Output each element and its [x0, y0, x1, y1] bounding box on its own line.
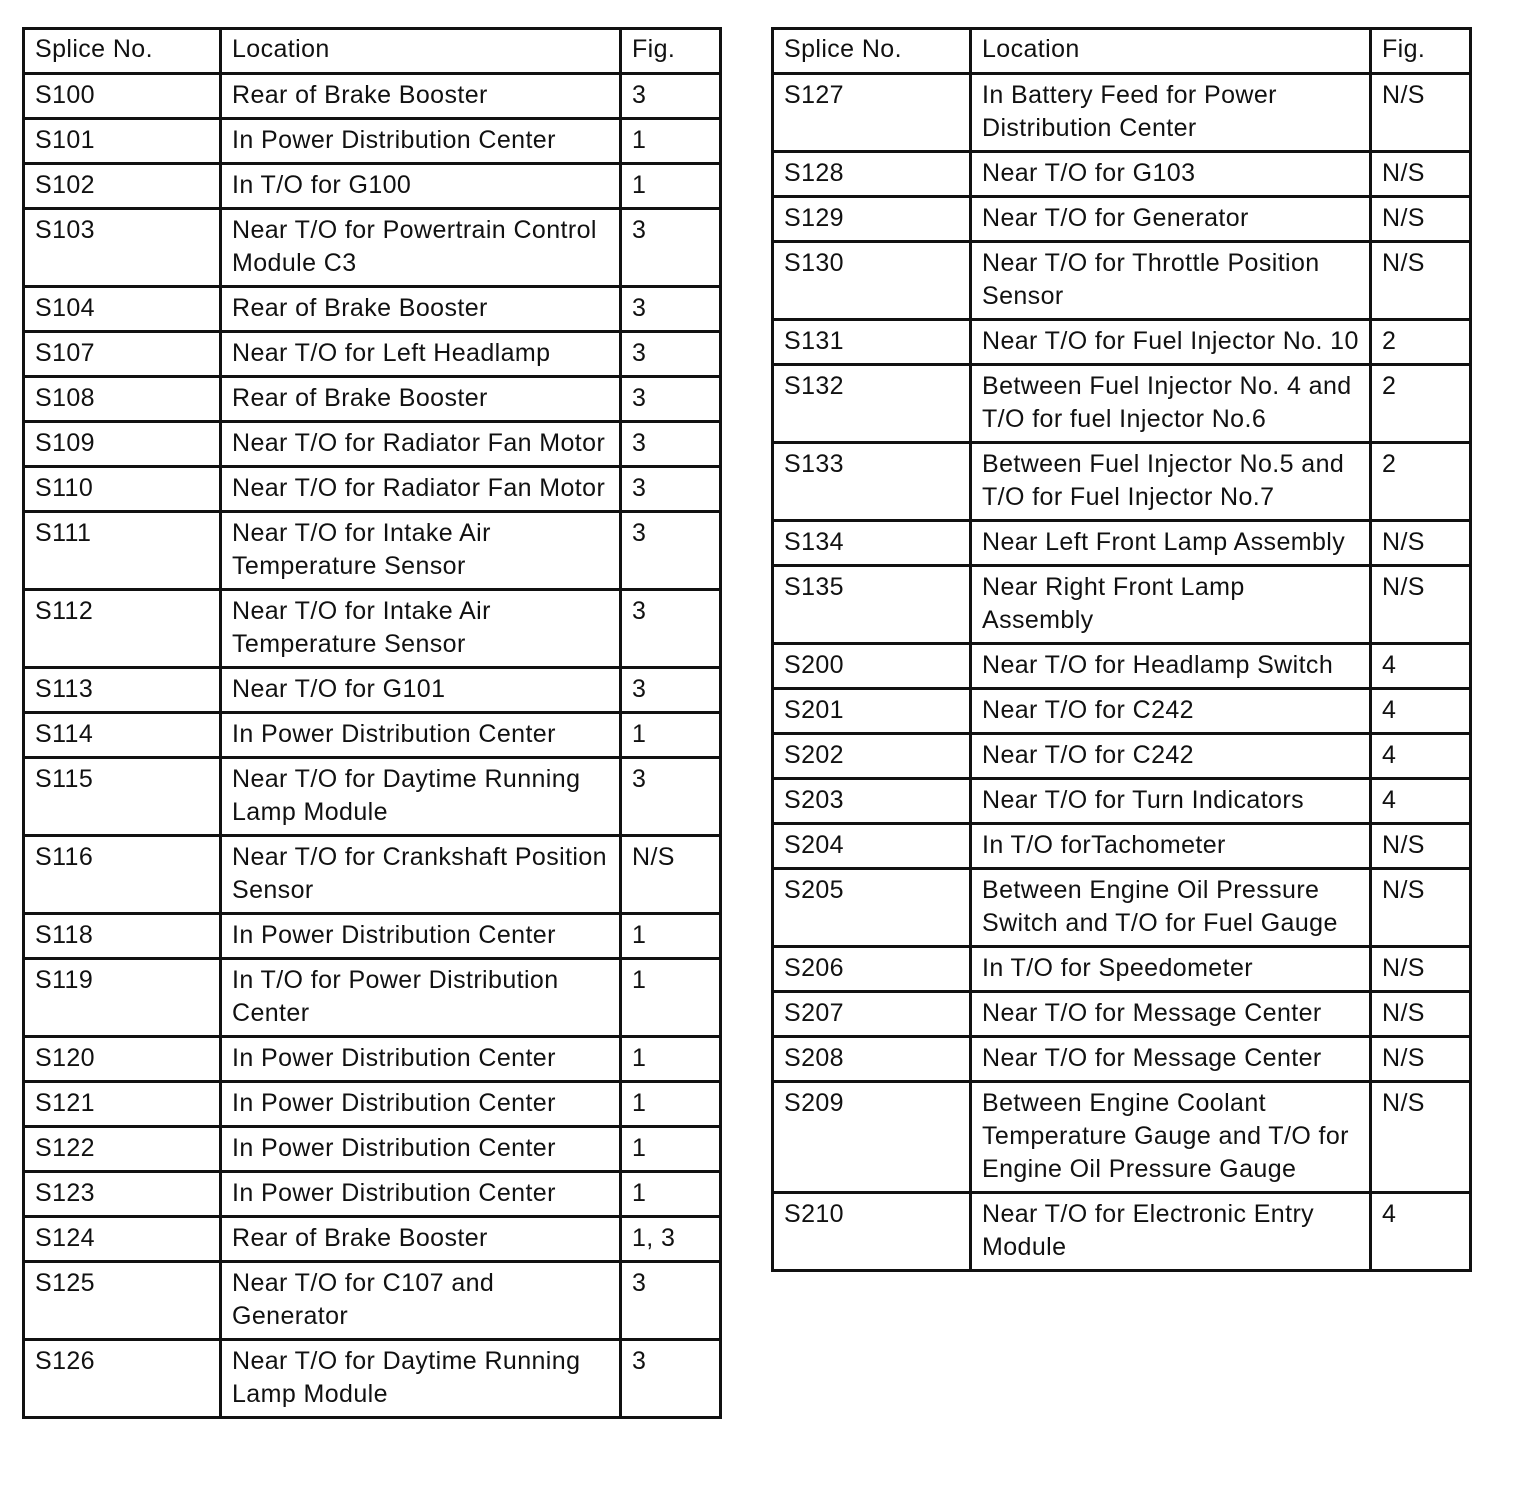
cell-fig: 3: [621, 74, 721, 119]
table-row: [773, 824, 1471, 869]
cell-fig: 3: [621, 590, 721, 668]
cell-splice-no: S112: [24, 590, 221, 668]
cell-fig: N/S: [1371, 521, 1471, 566]
table-row: [773, 521, 1471, 566]
cell-splice-no: S210: [773, 1193, 971, 1271]
cell-location: In Power Distribution Center: [221, 1037, 621, 1082]
table-row: [24, 467, 721, 512]
table-row: [773, 779, 1471, 824]
table-row: [24, 1037, 721, 1082]
table-row: [24, 332, 721, 377]
table-body-left: [24, 74, 721, 1418]
cell-location: Near T/O for C242: [971, 689, 1371, 734]
cell-fig: N/S: [1371, 197, 1471, 242]
cell-fig: 1: [621, 1082, 721, 1127]
table-row: [24, 668, 721, 713]
header-location: Location: [971, 29, 1371, 74]
cell-splice-no: S129: [773, 197, 971, 242]
table-row: [773, 197, 1471, 242]
header-fig: Fig.: [1371, 29, 1471, 74]
cell-fig: 3: [621, 1262, 721, 1340]
table-row: [24, 1217, 721, 1262]
cell-splice-no: S208: [773, 1037, 971, 1082]
cell-location: Between Fuel Injector No. 4 and T/O for fuel Injector No.6: [971, 365, 1371, 443]
cell-location: Between Engine Oil Pressure Switch and T/O for Fuel Gauge: [971, 869, 1371, 947]
header-location: Location: [221, 29, 621, 74]
cell-fig: N/S: [621, 836, 721, 914]
cell-fig: 1, 3: [621, 1217, 721, 1262]
cell-fig: 3: [621, 377, 721, 422]
cell-splice-no: S200: [773, 644, 971, 689]
table-row: [24, 287, 721, 332]
table-row: [773, 365, 1471, 443]
cell-location: In T/O for G100: [221, 164, 621, 209]
splice-table-left: [22, 27, 722, 1419]
table-row: [24, 1172, 721, 1217]
cell-fig: 4: [1371, 689, 1471, 734]
cell-splice-no: S131: [773, 320, 971, 365]
table-row: [24, 836, 721, 914]
table-row: [24, 164, 721, 209]
cell-location: In Power Distribution Center: [221, 1172, 621, 1217]
cell-location: In T/O for Power Distribution Center: [221, 959, 621, 1037]
cell-fig: N/S: [1371, 824, 1471, 869]
cell-location: Near Right Front Lamp Assembly: [971, 566, 1371, 644]
cell-splice-no: S133: [773, 443, 971, 521]
table-row: [773, 1082, 1471, 1193]
table-row: [24, 590, 721, 668]
cell-splice-no: S127: [773, 74, 971, 152]
cell-splice-no: S100: [24, 74, 221, 119]
table-row: [773, 566, 1471, 644]
header-fig: Fig.: [621, 29, 721, 74]
cell-location: Near T/O for Generator: [971, 197, 1371, 242]
cell-splice-no: S130: [773, 242, 971, 320]
cell-location: In Power Distribution Center: [221, 1127, 621, 1172]
cell-splice-no: S114: [24, 713, 221, 758]
cell-location: In Power Distribution Center: [221, 713, 621, 758]
cell-fig: 1: [621, 164, 721, 209]
table-row: [773, 644, 1471, 689]
splice-table-right: [771, 27, 1472, 1272]
table-row: [24, 1262, 721, 1340]
cell-fig: N/S: [1371, 869, 1471, 947]
cell-fig: N/S: [1371, 74, 1471, 152]
cell-location: In Power Distribution Center: [221, 1082, 621, 1127]
cell-location: Near T/O for Powertrain Control Module C3: [221, 209, 621, 287]
cell-splice-no: S205: [773, 869, 971, 947]
cell-splice-no: S104: [24, 287, 221, 332]
table-row: [773, 1193, 1471, 1271]
table-row: [773, 1037, 1471, 1082]
cell-fig: 3: [621, 1340, 721, 1418]
cell-fig: 3: [621, 332, 721, 377]
cell-splice-no: S206: [773, 947, 971, 992]
table-row: [24, 377, 721, 422]
cell-splice-no: S118: [24, 914, 221, 959]
cell-location: Rear of Brake Booster: [221, 377, 621, 422]
cell-location: Rear of Brake Booster: [221, 287, 621, 332]
cell-splice-no: S111: [24, 512, 221, 590]
cell-fig: 2: [1371, 443, 1471, 521]
cell-location: Between Engine Coolant Temperature Gauge and T/O for Engine Oil Pressure Gauge: [971, 1082, 1371, 1193]
cell-location: Near T/O for C242: [971, 734, 1371, 779]
table-row: [24, 959, 721, 1037]
cell-fig: N/S: [1371, 1082, 1471, 1193]
cell-location: Near T/O for Left Headlamp: [221, 332, 621, 377]
cell-location: Near T/O for Turn Indicators: [971, 779, 1371, 824]
cell-fig: 3: [621, 512, 721, 590]
cell-splice-no: S123: [24, 1172, 221, 1217]
cell-location: Near T/O for C107 and Generator: [221, 1262, 621, 1340]
cell-location: In Power Distribution Center: [221, 914, 621, 959]
cell-fig: 4: [1371, 779, 1471, 824]
cell-splice-no: S203: [773, 779, 971, 824]
cell-splice-no: S110: [24, 467, 221, 512]
cell-fig: 1: [621, 1172, 721, 1217]
cell-fig: 1: [621, 914, 721, 959]
cell-splice-no: S109: [24, 422, 221, 467]
cell-fig: 4: [1371, 1193, 1471, 1271]
cell-location: Near T/O for G103: [971, 152, 1371, 197]
cell-location: Near T/O for Message Center: [971, 1037, 1371, 1082]
cell-location: Near T/O for Crankshaft Position Sensor: [221, 836, 621, 914]
cell-fig: 2: [1371, 320, 1471, 365]
cell-location: Rear of Brake Booster: [221, 74, 621, 119]
table-row: [24, 119, 721, 164]
cell-splice-no: S125: [24, 1262, 221, 1340]
cell-fig: 3: [621, 668, 721, 713]
cell-splice-no: S134: [773, 521, 971, 566]
cell-location: Rear of Brake Booster: [221, 1217, 621, 1262]
cell-splice-no: S128: [773, 152, 971, 197]
table-row: [773, 242, 1471, 320]
table-row: [24, 758, 721, 836]
table-row: [773, 443, 1471, 521]
cell-fig: 3: [621, 287, 721, 332]
cell-fig: N/S: [1371, 242, 1471, 320]
cell-fig: 4: [1371, 644, 1471, 689]
cell-location: Between Fuel Injector No.5 and T/O for Fuel Injector No.7: [971, 443, 1371, 521]
table-header-row: [773, 29, 1471, 74]
table-row: [773, 947, 1471, 992]
cell-splice-no: S103: [24, 209, 221, 287]
table-row: [24, 1127, 721, 1172]
cell-location: Near T/O for Radiator Fan Motor: [221, 422, 621, 467]
cell-location: Near T/O for Fuel Injector No. 10: [971, 320, 1371, 365]
cell-location: Near T/O for Daytime Running Lamp Module: [221, 1340, 621, 1418]
cell-splice-no: S115: [24, 758, 221, 836]
table-row: [24, 209, 721, 287]
cell-location: Near T/O for Intake Air Temperature Sensor: [221, 590, 621, 668]
table-row: [773, 320, 1471, 365]
cell-location: In Power Distribution Center: [221, 119, 621, 164]
cell-splice-no: S102: [24, 164, 221, 209]
cell-location: Near T/O for Throttle Position Sensor: [971, 242, 1371, 320]
cell-splice-no: S209: [773, 1082, 971, 1193]
cell-location: Near T/O for Radiator Fan Motor: [221, 467, 621, 512]
table-row: [24, 422, 721, 467]
cell-splice-no: S107: [24, 332, 221, 377]
table-row: [24, 74, 721, 119]
cell-splice-no: S124: [24, 1217, 221, 1262]
cell-fig: N/S: [1371, 947, 1471, 992]
table-header-row: [24, 29, 721, 74]
cell-location: Near T/O for Daytime Running Lamp Module: [221, 758, 621, 836]
cell-splice-no: S108: [24, 377, 221, 422]
cell-splice-no: S113: [24, 668, 221, 713]
cell-splice-no: S202: [773, 734, 971, 779]
cell-fig: 1: [621, 1127, 721, 1172]
cell-location: In T/O forTachometer: [971, 824, 1371, 869]
cell-location: Near T/O for Intake Air Temperature Sensor: [221, 512, 621, 590]
cell-splice-no: S122: [24, 1127, 221, 1172]
cell-fig: 1: [621, 1037, 721, 1082]
cell-location: Near T/O for G101: [221, 668, 621, 713]
cell-splice-no: S120: [24, 1037, 221, 1082]
header-splice-no: Splice No.: [24, 29, 221, 74]
cell-location: Near T/O for Message Center: [971, 992, 1371, 1037]
cell-fig: N/S: [1371, 1037, 1471, 1082]
cell-fig: 1: [621, 119, 721, 164]
table-row: [773, 992, 1471, 1037]
cell-fig: 1: [621, 959, 721, 1037]
table-row: [24, 713, 721, 758]
cell-splice-no: S121: [24, 1082, 221, 1127]
cell-fig: 1: [621, 713, 721, 758]
cell-fig: 3: [621, 209, 721, 287]
cell-splice-no: S126: [24, 1340, 221, 1418]
table-row: [24, 1340, 721, 1418]
table-row: [773, 689, 1471, 734]
cell-fig: N/S: [1371, 566, 1471, 644]
cell-splice-no: S201: [773, 689, 971, 734]
table-row: [773, 152, 1471, 197]
header-splice-no: Splice No.: [773, 29, 971, 74]
table-row: [773, 734, 1471, 779]
table-row: [773, 869, 1471, 947]
cell-location: Near T/O for Electronic Entry Module: [971, 1193, 1371, 1271]
cell-fig: 2: [1371, 365, 1471, 443]
cell-fig: 3: [621, 467, 721, 512]
cell-splice-no: S116: [24, 836, 221, 914]
cell-splice-no: S207: [773, 992, 971, 1037]
table-row: [24, 512, 721, 590]
cell-location: In Battery Feed for Power Distribution Center: [971, 74, 1371, 152]
table-row: [24, 914, 721, 959]
cell-fig: 4: [1371, 734, 1471, 779]
table-body-right: [773, 74, 1471, 1271]
cell-splice-no: S101: [24, 119, 221, 164]
cell-splice-no: S132: [773, 365, 971, 443]
cell-splice-no: S119: [24, 959, 221, 1037]
cell-fig: N/S: [1371, 152, 1471, 197]
cell-fig: 3: [621, 422, 721, 467]
cell-splice-no: S204: [773, 824, 971, 869]
table-row: [24, 1082, 721, 1127]
cell-fig: N/S: [1371, 992, 1471, 1037]
cell-fig: 3: [621, 758, 721, 836]
cell-location: Near Left Front Lamp Assembly: [971, 521, 1371, 566]
cell-location: In T/O for Speedometer: [971, 947, 1371, 992]
cell-location: Near T/O for Headlamp Switch: [971, 644, 1371, 689]
cell-splice-no: S135: [773, 566, 971, 644]
table-row: [773, 74, 1471, 152]
